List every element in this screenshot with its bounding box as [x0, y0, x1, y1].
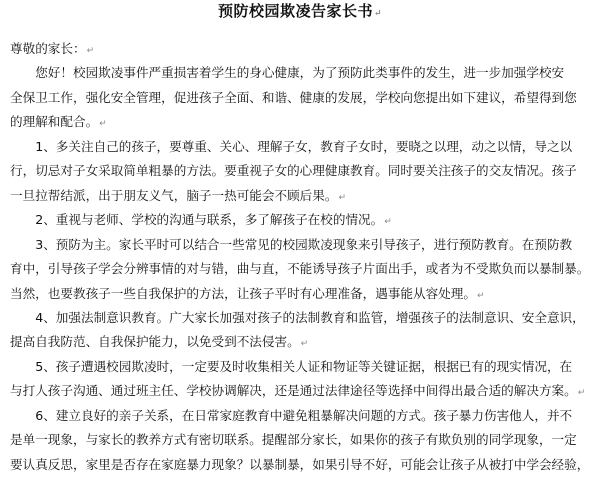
document-line-text: 是单一现象，与家长的教养方式有密切联系。提醒部分家长，如果你的孩子有欺负别的同学现象，一定	[10, 432, 577, 448]
paragraph-mark-icon: ↵	[300, 339, 309, 350]
paragraph-mark-icon: ↵	[577, 388, 586, 399]
document-line-text: 2、重视与老师、学校的沟通与联系，多了解孩子在校的情况。	[10, 212, 384, 228]
document-line	[10, 355, 572, 379]
paragraph-mark-icon: ↵	[476, 290, 485, 301]
document-line-text: 4、加强法制意识教育。广大家长加强对孩子的法制教育和监管，增强孩子的法制意识、安全意识，	[10, 309, 585, 325]
document-line	[10, 184, 346, 208]
document-line-text: 6、建立良好的亲子关系，在日常家庭教育中避免粗暴解决问题的方式。孩子暴力伤害他人，并不	[10, 407, 573, 423]
document-line	[10, 37, 94, 61]
paragraph-mark-icon: ↵	[99, 119, 107, 130]
document-line-text: 要认真反思，家里是否存在家庭暴力现象？以暴制暴，如果引导不好，可能会让孩子从被打中学会经验，	[10, 456, 590, 472]
document-line	[10, 428, 577, 452]
document-line	[10, 453, 589, 477]
document-line-text: 5、孩子遭遇校园欺凌时，一定要及时收集相关人证和物证等关键证据，根据已有的现实情况，在	[10, 358, 573, 374]
document-title	[0, 0, 600, 22]
paragraph-mark-icon: ↵	[384, 217, 392, 228]
document-line-text: 全保卫工作，强化安全管理，促进孩子全面、和谐、健康的发展，学校向您提出如下建议，希望得到您	[10, 89, 577, 105]
document-line-text: 与打人孩子沟通、通过班主任、学校协调解决，还是通过法律途径等选择中间得出最合适的解决方案。	[10, 383, 577, 399]
paragraph-mark-icon: ↵	[338, 192, 346, 203]
document-line-text: 1、多关注自己的孩子，要尊重、关心、理解子女，教育子女时，要晓之以理，动之以情，导之以	[10, 138, 573, 154]
document-line-text: 提高自我防范、自我保护能力，以免受到不法侵害。	[10, 334, 300, 350]
document-line-text: 行，切忌对子女采取简单粗暴的方法。要重视子女的心理健康教育。同时要关注孩子的交友情况。孩子	[10, 163, 577, 179]
document-line	[10, 282, 485, 306]
document-line	[10, 306, 585, 330]
document-line	[10, 379, 585, 403]
document-line-text: 育中，引导孩子学会分辨事情的对与错，曲与直，不能诱导孩子片面出手，或者为不受欺负而以暴制暴。	[10, 261, 590, 277]
document-line	[10, 61, 564, 85]
document-line-text: 当然，也要教孩子一些自我保护的方法，让孩子平时有心理准备，遇事能从容处理。	[10, 285, 476, 301]
document-line-text: 您好！校园欺凌事件严重损害着学生的身心健康，为了预防此类事件的发生，进一步加强学校安	[10, 65, 565, 81]
document-line	[10, 208, 392, 232]
paragraph-mark-icon: ↵	[86, 46, 95, 56]
document-line	[10, 330, 308, 354]
document-line	[10, 159, 577, 183]
document-line	[10, 86, 577, 110]
document-line-text: 尊敬的家长：	[10, 41, 86, 56]
document-line	[10, 233, 572, 257]
paragraph-mark-icon: ↵	[373, 9, 383, 19]
document-line	[10, 110, 107, 134]
document-line-text: 3、预防为主。家长平时可以结合一些常见的校园欺凌现象来引导孩子，进行预防教育。在预防教	[10, 236, 573, 252]
document-line	[10, 135, 572, 159]
document-title-text: 预防校园欺凌告家长书	[217, 2, 373, 20]
document-line	[10, 257, 589, 281]
document-line	[10, 404, 572, 428]
document-line-text: 一旦拉帮结派，出于朋友义气，脑子一热可能会不顾后果。	[10, 187, 338, 203]
document-line-text: 的理解和配合。	[10, 114, 99, 130]
